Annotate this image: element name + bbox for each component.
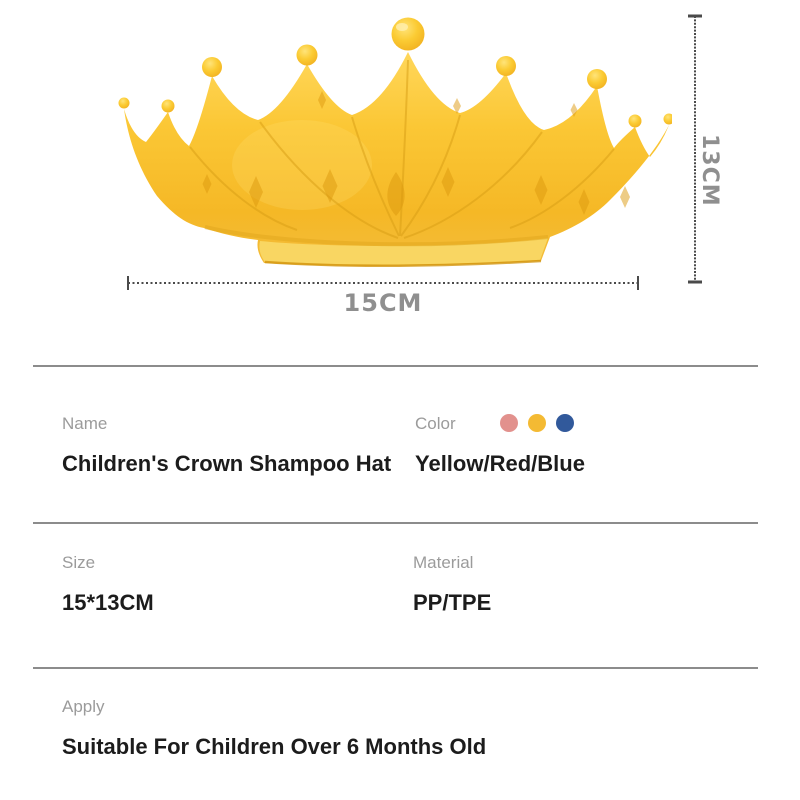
crown-body: [124, 52, 669, 266]
spec-apply-label: Apply: [62, 697, 105, 716]
width-dimension-label: 15CM: [343, 289, 423, 317]
product-figure: [0, 0, 800, 345]
spec-color-label: Color: [415, 414, 456, 433]
spec-material-label: Material: [413, 553, 474, 572]
spec-apply: [62, 697, 486, 760]
divider-top: [33, 365, 758, 367]
divider-middle: [33, 522, 758, 524]
spec-size-value: 15*13CM: [62, 590, 154, 615]
spec-name-label: Name: [62, 414, 108, 433]
spec-color: [415, 414, 585, 477]
color-swatches: [500, 414, 574, 432]
height-dimension-label: 13CM: [697, 134, 722, 207]
swatch-yellow-icon: [528, 414, 546, 432]
spec-material: [413, 553, 491, 616]
swatch-blue-icon: [556, 414, 574, 432]
spec-name-value: Children's Crown Shampoo Hat: [62, 451, 392, 476]
crown-image: [112, 0, 672, 300]
spec-color-value: Yellow/Red/Blue: [415, 451, 585, 476]
spec-name: [62, 414, 391, 477]
spec-material-value: PP/TPE: [413, 590, 492, 615]
spec-size: [62, 553, 154, 616]
divider-bottom: [33, 667, 758, 669]
swatch-pink-icon: [500, 414, 518, 432]
spec-size-label: Size: [62, 553, 96, 572]
ball-highlight: [396, 23, 408, 31]
spec-apply-value: Suitable For Children Over 6 Months Old: [62, 734, 487, 759]
